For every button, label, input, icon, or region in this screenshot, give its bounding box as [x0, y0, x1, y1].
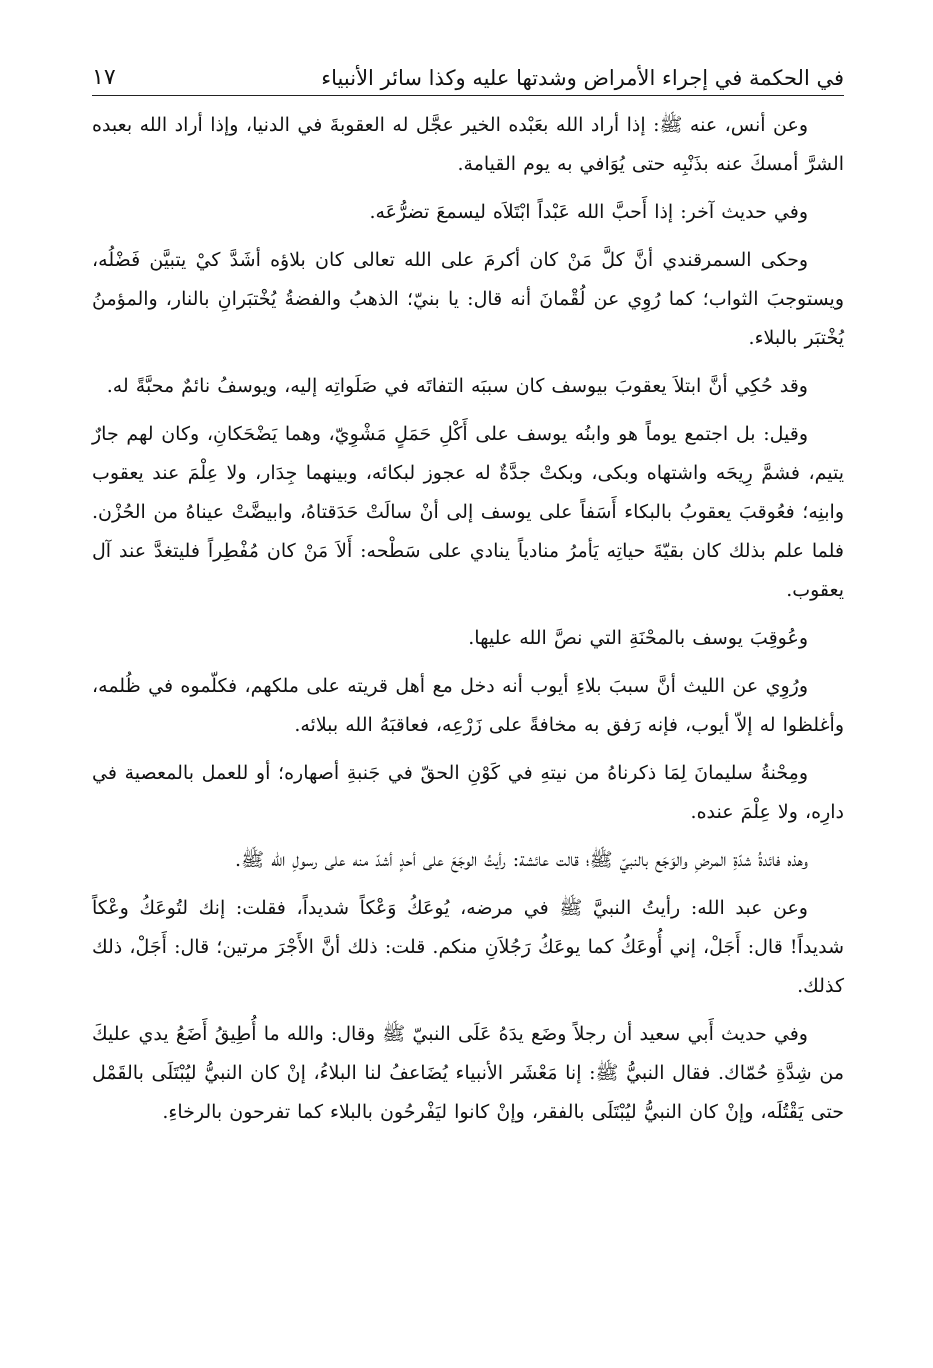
- paragraph: ومِحْنةُ سليمانَ لِمَا ذكرناهُ من نيتهِ في كَوْنِ الحقّ في جَنبةِ أصهاره؛ أو للعمل بالمعصية في دارِه، ولا عِلْمَ عنده.: [92, 762, 844, 823]
- paragraph: وعن أنس، عنه ﷺ: إذا أراد الله بعَبْده الخير عجَّل له العقوبةَ في الدنيا، وإذا أراد الله بعبده الشرَّ أمسكَ عنه بذَنْبِه حتى يُوَافي به يوم القيامة.: [92, 114, 844, 175]
- document-page: [92, 40, 844, 1340]
- paragraph: وفي حديث أَبي سعيد أن رجلاً وضَع يدَهُ عَلَى النبيّ ﷺ وقال: والله ما أُطِيقُ أَضَعُ يدي عليكَ من شِدَّةِ حُمّاك. فقال النبيُّ ﷺ: إنا مَعْشَر الأنبياء يُضَاعفُ لنا البلاءُ، إنْ كان النبيُّ ليُبْتَلَى بالقَمْل حتى يَقْتُلَه، وإنْ كان النبيُّ ليُبْتَلَى بالفقر، وإنْ كانوا ليَفْرحُون بالبلاء كما تفرحون بالرخاءِ.: [92, 1023, 844, 1123]
- paragraph: ورُوِي عن الليث أنَّ سببَ بلاءِ أيوب أنه دخل مع أهل قريته على ملكهم، فكلّموه في ظُلمه، وأغلظوا له إلاّ أيوب، فإنه رَفق به مخافةً على زَرْعِه، فعاقبَهُ الله ببلائه.: [92, 675, 844, 736]
- page-number: ١٧: [92, 64, 116, 90]
- paragraph: وعن عبد الله: رأيتُ النبيَّ ﷺ في مرضه، يُوعَكُ وَعْكاً شديداً، فقلت: إنك لتُوعَكُ وعْكاً شديداً! قال: أَجَلْ، إني أُوعَكُ كما يوعَكُ رَجُلاَنِ منكم. قلت: ذلك أنَّ الأَجْرَ مرتين؛ قال: أَجَلْ، ذلك كذلك.: [92, 897, 844, 997]
- paragraph: وقيل: بل اجتمع يوماً هو وابنُه يوسف على أَكْلِ حَمَلٍ مَشْوِيّ، وهما يَضْحَكانِ، وكان لهم جارٌ يتيم، فشمَّ رِيحَه واشتهاه وبكى، وبكتْ جدَّةٌ له عجوز لبكائه، وبينهما جِدَار، ولا عِلْمَ عند يعقوب وابنِه؛ فعُوقبَ يعقوبُ بالبكاء أَسَفاً على يوسف إلى أنْ سالَتْ حَدَقتاهُ، وابيضَّتْ عيناهُ من الحُزْن. فلما علم بذلك كان بقيّةَ حياتِه يَأمرُ منادياً ينادي على سَطْحه: أَلاَ مَنْ كان مُفْطِراً فليتغدَّ عند آل يعقوب.: [92, 423, 844, 601]
- paragraph: وهذه فائدةُ شدّةِ المرضِ والوَجَع بالنبيّ ﷺ؛ قالت عائشة: رأيتُ الوجَعَ على أحدٍ أشدّ منه على رسولِ الله ﷺ.: [235, 849, 808, 871]
- paragraph: وعُوقِبَ يوسف بالمحْنَةِ التي نصَّ الله عليها.: [468, 627, 808, 649]
- running-header-title: في الحكمة في إجراء الأمراض وشدتها عليه وكذا سائر الأنبياء: [321, 65, 844, 90]
- running-header: [92, 40, 844, 96]
- paragraph: وقد حُكِي أنَّ ابتلاَ يعقوبَ بيوسف كان سببَه التفاتَه في صَلَواتِه إليه، ويوسفُ نائمٌ محبَّةً له.: [106, 375, 808, 397]
- paragraph: وفي حديث آخر: إذا أَحبَّ الله عَبْداً ابْتَلاَه ليسمعَ تضرُّعَه.: [369, 201, 808, 223]
- paragraph: وحكى السمرقندي أنَّ كلَّ مَنْ كان أكرمَ على الله تعالى كان بلاؤه أشَدَّ كيْ يتبيَّن فَضْلُه، ويستوجبَ الثواب؛ كما رُوِي عن لُقْمانَ أنه قال: يا بنيّ؛ الذهبُ والفضةُ يُخْتبَرانِ بالنار، والمؤمنُ يُخْتبَر بالبلاء.: [92, 249, 844, 349]
- body-text: [92, 106, 844, 1132]
